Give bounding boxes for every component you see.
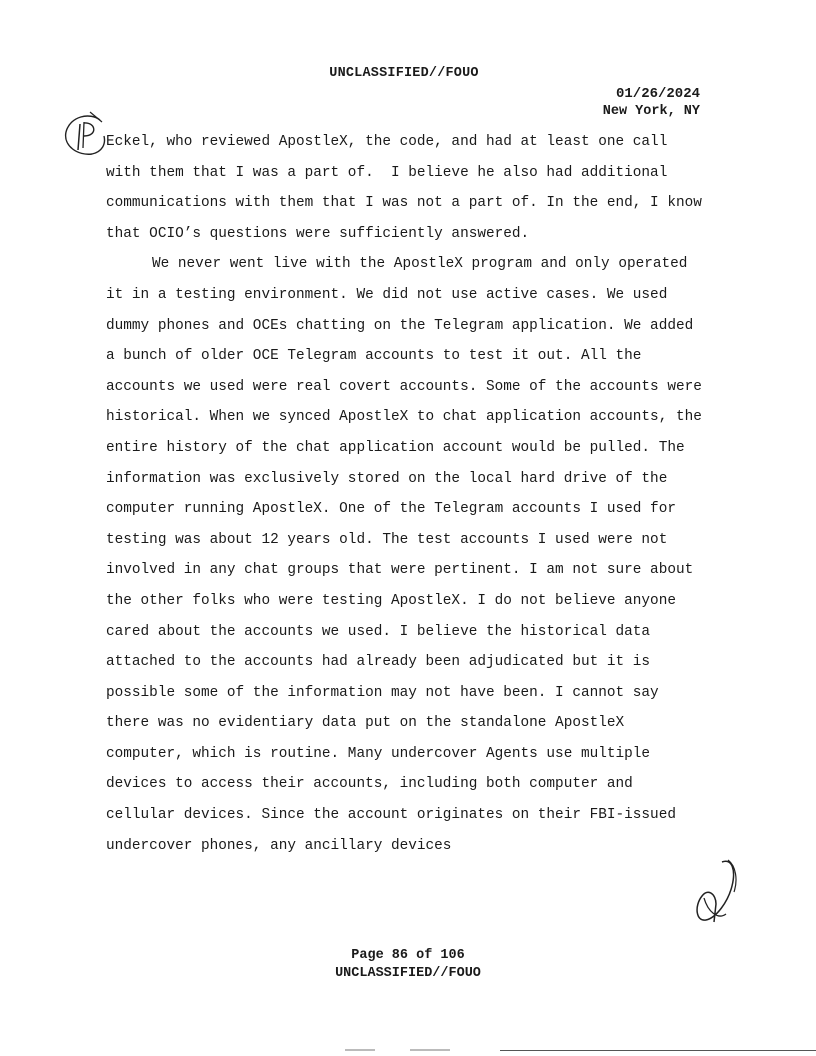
page-number: Page 86 of 106 <box>351 948 465 963</box>
scan-artifact-line <box>500 1050 816 1051</box>
interview-location: New York, NY <box>602 104 700 119</box>
paragraph: We never went live with the ApostleX program and only operated it in a testing environment. We did not use active cases. We used dummy phones and OCEs chatting on the Telegram application. We added a bunch of older OCE Telegram accounts to test it out. All the accounts we used were real covert accounts. Some of the accounts were historical. When we synced ApostleX to chat application accounts, the entire history of the chat application account would be pulled. The information was exclusively stored on the local hard drive of the computer running ApostleX. One of the Telegram accounts I used for testing was about 12 years old. The test accounts I used were not involved in any chat groups that were pertinent. I am not sure about the other folks who were testing ApostleX. I do not believe anyone cared about the accounts we used. I believe the historical data attached to the accounts had already been adjudicated but it is possible some of the information may not have been. I cannot say there was no evidentiary data put on the standalone ApostleX computer, which is routine. Many undercover Agents use multiple devices to access their accounts, including both computer and cellular devices. Since the account originates on their FBI-issued undercover phones, any ancillary devices <box>106 256 711 854</box>
paragraph: Eckel, who reviewed ApostleX, the code, and had at least one call with them that I was a part of. I believe he also had additional communications with them that I was not a part of. In the end, I know that OCIO’s questions were sufficiently answered. <box>106 134 711 242</box>
header-classification: UNCLASSIFIED//FOUO <box>329 66 479 81</box>
handwritten-initials-right <box>692 856 740 928</box>
interview-date: 01/26/2024 <box>615 86 700 102</box>
body-text <box>106 127 711 861</box>
scan-artifact <box>345 1049 375 1051</box>
footer-classification: UNCLASSIFIED//FOUO <box>335 966 481 981</box>
handwritten-initials-left <box>60 110 110 160</box>
scan-artifact <box>410 1049 450 1051</box>
